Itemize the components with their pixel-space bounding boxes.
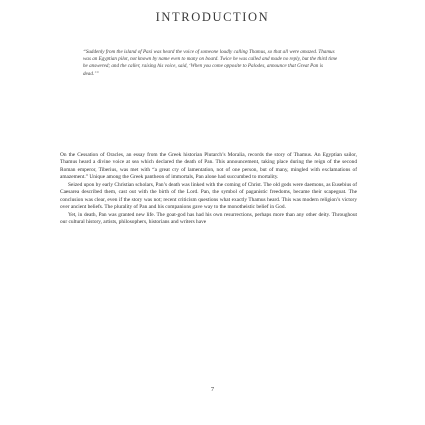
paragraph: On the Cessation of Oracles, an essay from the Greek historian Plutarch’s Moralia, records the story of Thamus. An Egyptian sailor, Thamus heard a divine voice at sea which declared the death of Pan. This announcement, taking place during the reign of the second Roman emperor, Tiberius, was met with “a great cry of lamentation, not of one person, but of many, mingled with exclamations of amazement.” Unique among the Greek pantheon of immortals, Pan alone had succumbed to mortality. [60, 152, 357, 181]
chapter-heading: INTRODUCTION [155, 10, 270, 24]
page-number: 7 [210, 386, 215, 393]
epigraph-text: “Suddenly from the island of Paxi was heard the voice of someone loudly calling Thamus, so that all were amazed. Thamus was an Egyptian pilot, not known by name even to many on board. Twice he was called and made no reply, but the third time he answered; and the caller, raising his voice, said, ‘When you come opposite to Palodes, announce that Great Pan is dead.’” [83, 49, 338, 77]
epigraph [83, 49, 338, 78]
paragraph: Seized upon by early Christian scholars, Pan’s death was linked with the coming of Christ. The old gods were daemons, as Eusebius of Caesarea described them, cast out with the birth of the Lord. Pan, the symbol of paganistic freedoms, became their scapegoat. The conclusion was clear, even if the story was not; recent criticism questions what exactly Thamus heard. This was modern religion’s victory over ancient beliefs. The plurality of Pan and his companions gave way to the monotheistic belief in God. [60, 181, 357, 210]
paragraph: Yet, in death, Pan was granted new life. The goat-god has had his own resurrections, perhaps more than any other deity. Throughout our cultural history, artists, philosophers, historians and writers have [60, 211, 357, 226]
body-text [60, 152, 357, 227]
